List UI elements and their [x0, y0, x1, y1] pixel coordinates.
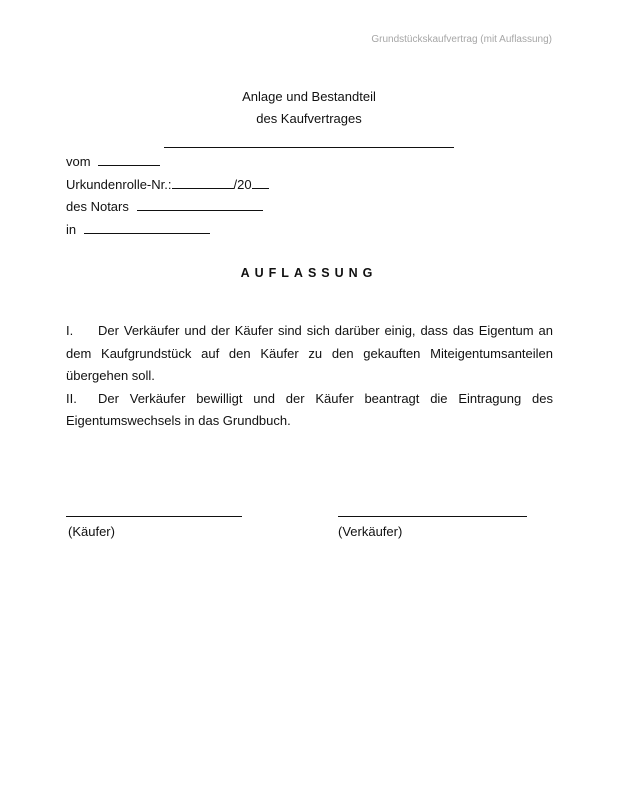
field-notar-label: des Notars: [66, 199, 129, 214]
clause-2-number: II.: [66, 390, 77, 406]
section-heading: AUFLASSUNG: [240, 266, 378, 280]
annex-title-line-2: des Kaufvertrages: [256, 111, 362, 126]
title-divider: [164, 147, 454, 148]
field-in-label: in: [66, 222, 77, 237]
running-header: Grundstückskaufvertrag (mit Auflassung): [371, 34, 552, 45]
field-in-blank[interactable]: [84, 220, 210, 234]
field-urkundenrolle-year-prefix: /20: [233, 177, 252, 192]
buyer-signature-label: (Käufer): [68, 524, 115, 539]
seller-signature-label: (Verkäufer): [338, 524, 403, 539]
field-notar: [66, 197, 263, 217]
seller-signature-line[interactable]: [338, 516, 527, 517]
field-vom-label: vom: [66, 154, 91, 169]
field-urkundenrolle-year-blank[interactable]: [252, 175, 269, 189]
field-in: [66, 220, 210, 240]
field-urkundenrolle-label: Urkundenrolle-Nr.:: [66, 177, 172, 192]
field-vom-blank[interactable]: [98, 152, 160, 166]
clause-2: [66, 388, 553, 433]
buyer-signature-line[interactable]: [66, 516, 242, 517]
field-urkundenrolle: [66, 175, 269, 195]
field-urkundenrolle-number-blank[interactable]: [172, 175, 234, 189]
clause-1-text: Der Verkäufer und der Käufer sind sich darüber einig, dass das Eigentum an dem Kaufgrundstück auf den Käufer zu den gekauften Miteigentumsanteilen übergehen soll.: [66, 323, 553, 383]
field-notar-blank[interactable]: [137, 197, 263, 211]
clause-1: [66, 320, 553, 388]
clause-1-number: I.: [66, 323, 74, 338]
field-vom: [66, 152, 160, 172]
clause-2-text: Der Verkäufer bewilligt und der Käufer beantragt die Eintragung des Eigentumswechsels in das Grundbuch.: [66, 390, 553, 428]
clauses-body: [66, 320, 553, 433]
annex-title-line-1: Anlage und Bestandteil: [242, 89, 376, 104]
